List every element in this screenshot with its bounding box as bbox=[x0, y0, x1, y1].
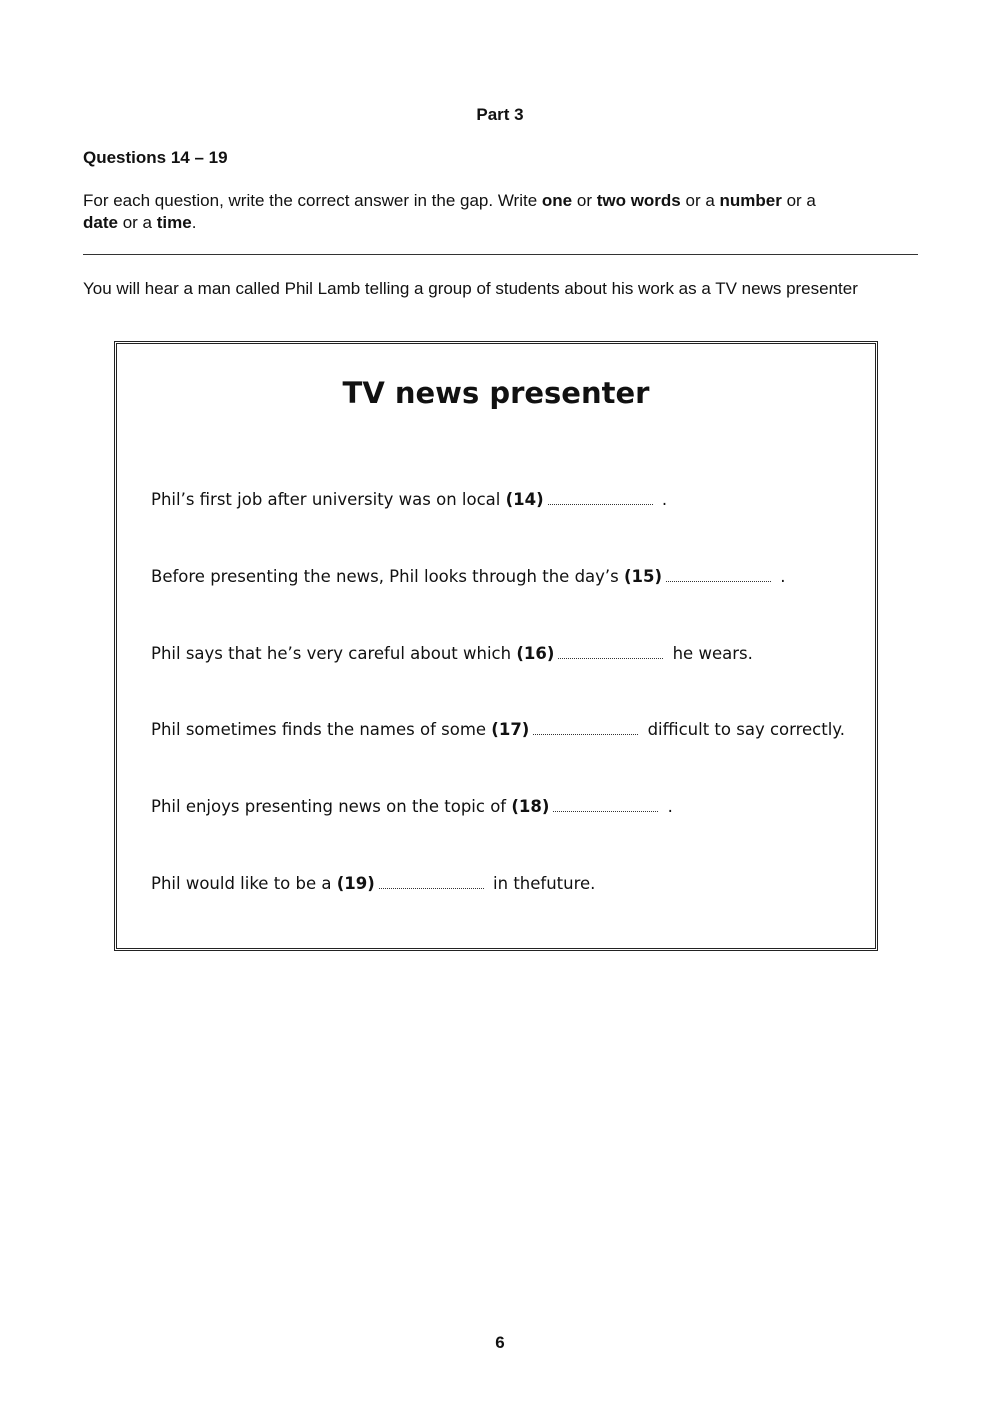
question-number: (14) bbox=[505, 490, 544, 509]
question-text: . bbox=[656, 490, 668, 509]
question-14 bbox=[151, 490, 667, 509]
questions-heading: Questions 14 – 19 bbox=[83, 148, 228, 167]
instructions-text: or bbox=[572, 191, 597, 210]
instructions-emphasis: two words bbox=[596, 191, 681, 210]
notes-box bbox=[114, 341, 878, 951]
question-number: (16) bbox=[516, 644, 555, 663]
instructions bbox=[83, 190, 913, 234]
part-title: Part 3 bbox=[476, 105, 524, 124]
intro-text: You will hear a man called Phil Lamb telling a group of students about his work as a TV news presenter bbox=[83, 279, 858, 298]
question-text: Phil says that he’s very careful about which bbox=[151, 644, 517, 663]
question-19 bbox=[151, 874, 595, 893]
answer-gap-16[interactable] bbox=[558, 644, 663, 659]
question-text: difficult to say correctly. bbox=[642, 720, 845, 739]
answer-gap-17[interactable] bbox=[533, 720, 638, 735]
divider bbox=[83, 254, 918, 255]
instructions-text: or a bbox=[781, 191, 816, 210]
question-text: . bbox=[662, 797, 673, 816]
question-text: Phil enjoys presenting news on the topic of bbox=[151, 797, 512, 816]
question-16 bbox=[151, 644, 753, 663]
instructions-text: For each question, write the correct answer in the gap. Write bbox=[83, 191, 542, 210]
box-title: TV news presenter bbox=[342, 376, 650, 410]
question-text: Phil would like to be a bbox=[151, 874, 337, 893]
question-number: (18) bbox=[511, 797, 550, 816]
question-17 bbox=[151, 720, 845, 739]
question-text: Before presenting the news, Phil looks through the day’s bbox=[151, 567, 625, 586]
instructions-text: or a bbox=[117, 213, 157, 232]
question-number: (17) bbox=[491, 720, 530, 739]
answer-gap-14[interactable] bbox=[548, 490, 653, 505]
question-text: Phil sometimes finds the names of some bbox=[151, 720, 492, 739]
instructions-text: or a bbox=[680, 191, 720, 210]
question-15 bbox=[151, 567, 786, 586]
question-text: in thefuture. bbox=[487, 874, 596, 893]
question-text: . bbox=[775, 567, 786, 586]
instructions-emphasis: time bbox=[156, 213, 192, 232]
question-18 bbox=[151, 797, 673, 816]
question-number: (15) bbox=[624, 567, 663, 586]
question-text: he wears. bbox=[667, 644, 753, 663]
instructions-emphasis: one bbox=[541, 191, 573, 210]
instructions-emphasis: date bbox=[83, 213, 118, 232]
answer-gap-18[interactable] bbox=[553, 797, 658, 812]
answer-gap-15[interactable] bbox=[666, 567, 771, 582]
page-number: 6 bbox=[495, 1333, 505, 1352]
instructions-emphasis: number bbox=[719, 191, 782, 210]
question-number: (19) bbox=[336, 874, 375, 893]
answer-gap-19[interactable] bbox=[379, 874, 484, 889]
instructions-text: . bbox=[191, 213, 197, 232]
question-text: Phil’s first job after university was on local bbox=[151, 490, 506, 509]
